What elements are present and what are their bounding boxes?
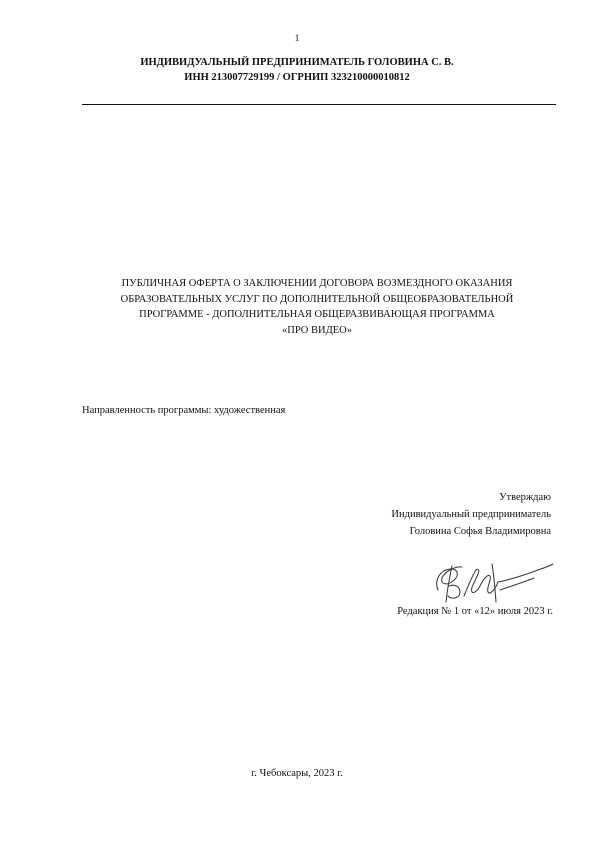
page-number: 1 [294,33,300,43]
title-line: ОБРАЗОВАТЕЛЬНЫХ УСЛУГ ПО ДОПОЛНИТЕЛЬНОЙ ОБЩЕОБРАЗОВАТЕЛЬНОЙ [120,293,514,305]
approver-position: Индивидуальный предприниматель [391,509,551,520]
revision-note: Редакция № 1 от «12» июля 2023 г. [397,606,553,617]
organization-name: ИНДИВИДУАЛЬНЫЙ ПРЕДПРИНИМАТЕЛЬ ГОЛОВИНА С. В. [140,57,454,68]
header-divider [82,104,556,105]
document-title [60,276,574,338]
handwritten-signature [416,556,556,608]
approval-label: Утверждаю [499,492,551,503]
place-and-year: г. Чебоксары, 2023 г. [251,768,343,779]
title-line: ПУБЛИЧНАЯ ОФЕРТА О ЗАКЛЮЧЕНИИ ДОГОВОРА ВОЗМЕЗДНОГО ОКАЗАНИЯ [121,278,513,289]
registration-numbers: ИНН 213007729199 / ОГРНИП 323210000010812 [184,72,410,83]
program-orientation: Направленность программы: художественная [82,405,286,416]
approval-block [391,489,551,540]
approver-name: Головина Софья Владимировна [409,526,551,537]
title-line: ПРОГРАММЕ - ДОПОЛНИТЕЛЬНАЯ ОБЩЕРАЗВИВАЮЩАЯ ПРОГРАММА [139,309,495,320]
title-line: «ПРО ВИДЕО» [281,324,352,336]
